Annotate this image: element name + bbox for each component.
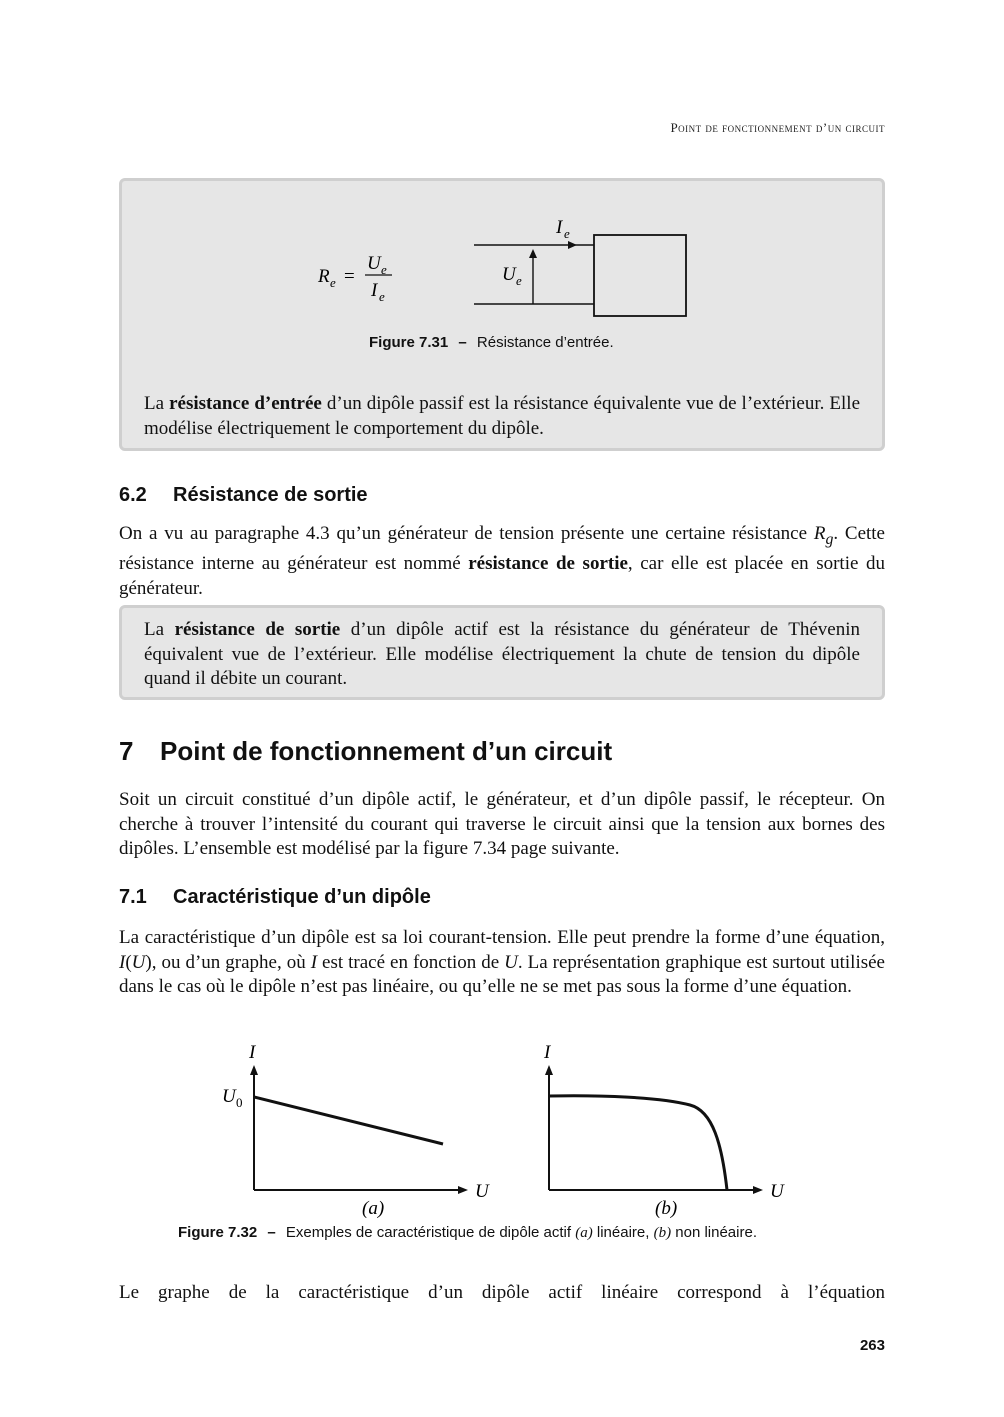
graph-b-characteristic-curve [549, 1096, 727, 1190]
graph-a-x-arrow-icon [458, 1186, 468, 1194]
graph-b-y-label: I [544, 1042, 551, 1063]
dipole-box [594, 235, 686, 316]
current-arrow-icon [568, 241, 577, 249]
formula-equals: = [344, 266, 355, 287]
section-heading-7-1 [119, 886, 431, 909]
definition-box-output-resistance [119, 605, 885, 700]
caption-dash: – [267, 1224, 276, 1241]
paragraph-characteristic: La caractéristique d’un dipôle est sa loi courant-tension. Elle peut prendre la forme d’une équation, I(U), ou d’un graphe, où I est tracé en fonction de U. La représentation graphique est surtout utilisée dans le cas où le dipôle n’est pas linéaire, ou qu’elle ne se met pas sous la forme d’une équation. [119, 927, 885, 997]
section-title: Résistance de sortie [173, 484, 368, 506]
section-title: Caractéristique d’un dipôle [173, 886, 431, 908]
paragraph-operating-point: Soit un circuit constitué d’un dipôle actif, le générateur, et d’un dipôle passif, le récepteur. On cherche à trouver l’intensité du courant qui traverse le circuit ainsi que la tension aux bornes des dipôles. L’ensemble est modélisé par la figure 7.34 page suivante. [119, 789, 885, 859]
section-number: 6.2 [119, 484, 147, 506]
formula-numerator-sub: e [381, 262, 387, 277]
caption-label: Figure 7.32 [178, 1224, 258, 1241]
running-header: Point de fonctionnement d’un circuit [670, 120, 885, 135]
graph-b-tag: (b) [655, 1198, 678, 1219]
formula-denominator-sub: e [379, 289, 385, 304]
formula-numerator: U [367, 253, 381, 274]
section-heading-7 [119, 736, 612, 767]
paragraph-linear-equation: Le graphe de la caractéristique d’un dipôle actif linéaire correspond à l’équation [119, 1282, 885, 1303]
section-number: 7 [119, 736, 134, 766]
input-resistance-diagram [474, 217, 686, 316]
caption-label: Figure 7.31 [369, 334, 449, 351]
caption-text: Résistance d’entrée. [476, 334, 614, 351]
caption-dash: – [458, 334, 467, 351]
figure-7-32 [0, 1035, 1004, 1225]
paragraph-output-resistance: On a vu au paragraphe 4.3 qu’un générateur de tension présente une certaine résistance $R_g$. Cette résistance interne au générateur est nommé résistance de sortie, car elle est placée en sortie du générateur. [119, 523, 885, 599]
graph-a-intercept-sub: 0 [236, 1095, 243, 1110]
formula-lhs: R [318, 266, 330, 287]
definition-box-input-resistance [119, 178, 885, 451]
figure-7-31-caption [369, 334, 614, 351]
graph-b-nonlinear [543, 1042, 785, 1219]
formula-lhs-sub: e [330, 275, 336, 290]
voltage-arrow-icon [529, 249, 537, 258]
graph-a-characteristic-line [254, 1097, 443, 1144]
graph-b-x-label: U [770, 1181, 784, 1202]
voltage-label: U [502, 264, 516, 285]
current-label: I [556, 217, 563, 238]
formula-denominator: I [371, 280, 378, 301]
section-number: 7.1 [119, 886, 147, 908]
formula-input-resistance [317, 253, 392, 304]
graph-a-tag: (a) [362, 1198, 385, 1219]
section-heading-6-2 [119, 484, 368, 507]
current-label-sub: e [564, 226, 570, 241]
graph-b-y-arrow-icon [545, 1065, 553, 1075]
figure-7-32-caption: Figure 7.32 – Exemples de caractéristique de dipôle actif (a) linéaire, (b) non linéaire. [178, 1224, 757, 1241]
section-title: Point de fonctionnement d’un circuit [160, 736, 613, 766]
definition-input-resistance: La résistance d’entrée d’un dipôle passif est la résistance équivalente vue de l’extérieur. Elle modélise électriquement le comportement du dipôle. [144, 393, 861, 439]
voltage-label-sub: e [516, 273, 522, 288]
graph-a-linear [222, 1042, 490, 1219]
graph-a-y-arrow-icon [250, 1065, 258, 1075]
definition-output-resistance: La résistance de sortie d’un dipôle actif est la résistance du générateur de Thévenin équivalent vue de l’extérieur. Elle modélise électriquement la chute de tension du dipôle quand il débite un courant. [144, 619, 860, 689]
page-number: 263 [859, 1337, 885, 1354]
graph-a-intercept-label: U [222, 1086, 236, 1107]
graph-a-x-label: U [475, 1181, 489, 1202]
graph-b-x-arrow-icon [753, 1186, 763, 1194]
figure-7-31 [122, 181, 882, 381]
graph-a-y-label: I [249, 1042, 256, 1063]
